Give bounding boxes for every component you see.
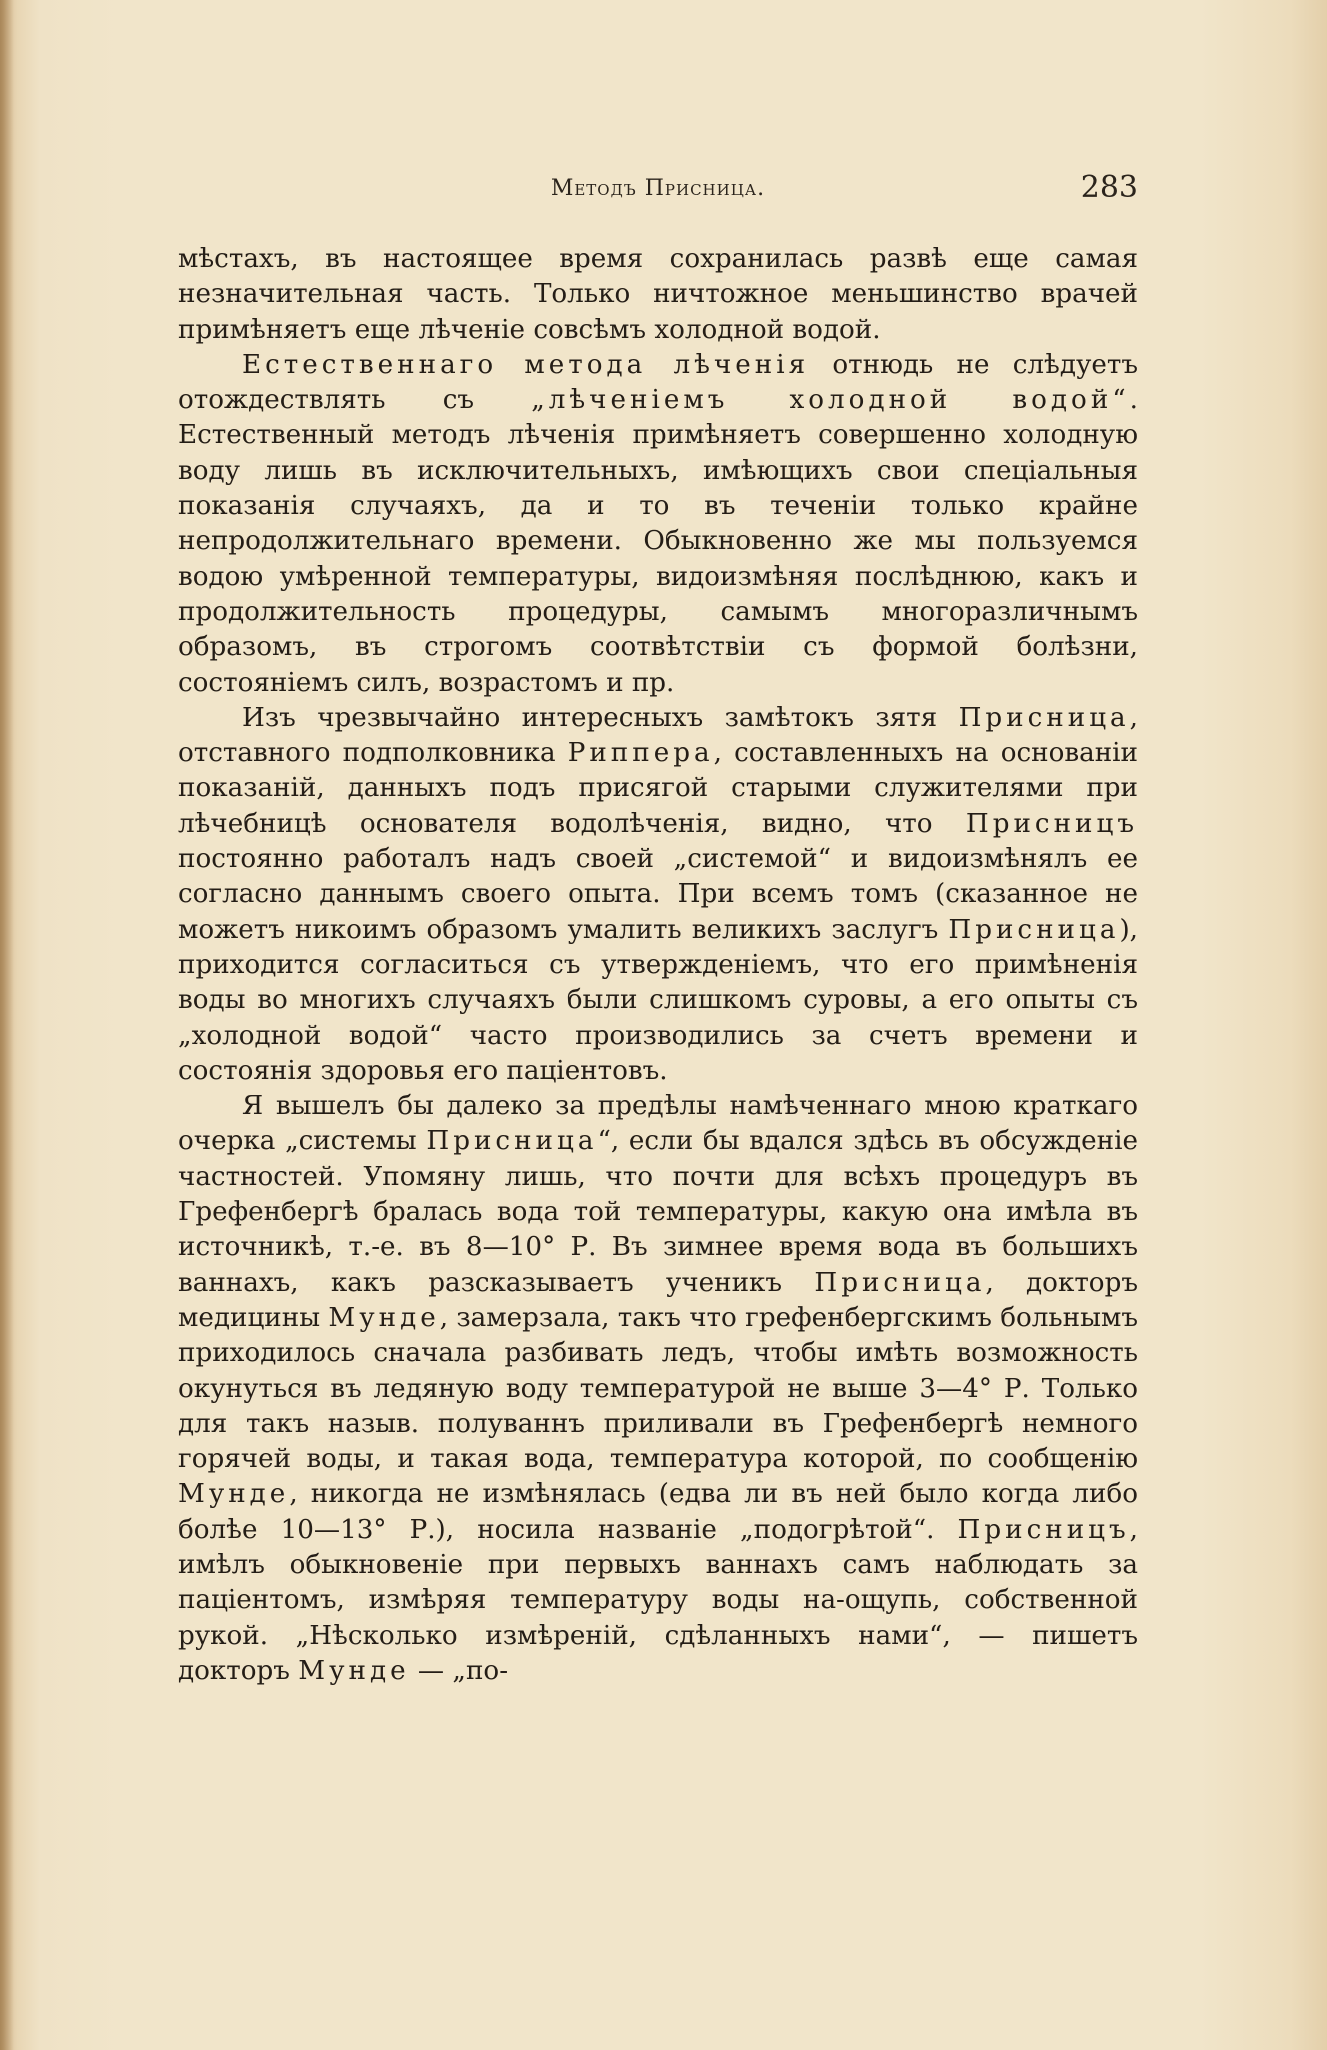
paragraph [178, 242, 1138, 348]
emphasized-text: Присница [958, 702, 1130, 733]
text-run: “, если бы вдался здѣсь въ обсужденіе частностей. Упомяну лишь, что почти для всѣхъ процедуръ въ Грефенбергѣ бралась вода той температуры, какую она имѣла въ источникѣ, т.-е. въ 8—10° Р. Въ зимнее время вода въ большихъ ваннахъ, какъ разсказываетъ ученикъ [178, 1126, 1138, 1298]
running-head: Методъ Присница. [550, 176, 766, 201]
text-run: , отставного подполковника [178, 702, 1138, 769]
text-run: . Естественный методъ лѣченія примѣняетъ совершенно холодную воду лишь въ исключительныхъ, имѣющихъ свои спеціальныя показанія случаяхъ, да и то въ теченіи только крайне непродолжительнаго времени. Обыкновенно же мы пользуемся водою умѣренной температуры, видоизмѣняя послѣднюю, какъ и продолжительность процедуры, самымъ многоразличнымъ образомъ, въ строгомъ соотвѣтствіи съ формой болѣзни, состояніемъ силъ, возрастомъ и пр. [178, 385, 1138, 698]
text-run: постоянно работалъ надъ своей „системой“ и видоизмѣнялъ ее согласно даннымъ своего опыта. При всемъ томъ (сказанное не можетъ никоимъ образомъ умалить великихъ заслугъ [178, 844, 1138, 945]
text-run: , составленныхъ на основаніи показаній, данныхъ подъ присягой старыми служителями при лѣчебницѣ основателя водолѣченія, видно, что [178, 738, 1138, 839]
text-run: Изъ чрезвычайно интересныхъ замѣтокъ зятя [242, 702, 959, 733]
text-run: отнюдь не слѣдуетъ отождествлять съ [178, 349, 1138, 416]
emphasized-text: Мунде [328, 1302, 440, 1333]
text-run: , замерзала, такъ что грефенбергскимъ больнымъ приходилось сначала разбивать ледъ, чтобы имѣть возможность окунуться въ ледяную воду температурой не выше 3—4° Р. Только для такъ назыв. полуваннъ приливали въ Грефенбергѣ немного горячей воды, и такая вода, температура которой, по сообщенію [178, 1302, 1138, 1475]
text-run: , имѣлъ обыкновеніе при первыхъ ваннахъ самъ наблюдать за паціентомъ, измѣряя температуру воды на-ощупь, собственной рукой. „Нѣсколько измѣреній, сдѣланныхъ нами“, — пишетъ докторъ [178, 1514, 1138, 1686]
paragraph [178, 1089, 1138, 1689]
body-text [178, 242, 1138, 1689]
emphasized-text: Естественнаго метода лѣченія [242, 349, 810, 380]
emphasized-text: Присницъ [957, 1514, 1130, 1545]
text-run: , докторъ медицины [178, 1267, 1138, 1333]
emphasized-text: Мунде [298, 1655, 410, 1686]
emphasized-text: Мунде [178, 1479, 290, 1510]
text-run: мѣстахъ, въ настоящее время сохранилась развѣ еще самая незначительная часть. Только ничтожное меньшинство врачей примѣняетъ еще лѣченіе совсѣмъ холодной водой. [178, 244, 1138, 345]
page-header [178, 170, 1138, 210]
emphasized-text: Присницъ [965, 808, 1138, 839]
text-run: , никогда не измѣнялась (едва ли въ ней было когда либо болѣе 10—13° Р.), носила названіе „подогрѣтой“. [178, 1479, 1138, 1545]
text-run: ), приходится согласиться съ утвержденіемъ, что его примѣненія воды во многихъ случаяхъ были слишкомъ суровы, а его опыты съ „холодной водой“ часто производились за счетъ времени и состоянія здоровья его паціентовъ. [178, 914, 1138, 1086]
emphasized-text: Присница [814, 1267, 986, 1298]
emphasized-text: Присница [426, 1126, 598, 1157]
page-number: 283 [1080, 170, 1138, 205]
paragraph [178, 348, 1138, 701]
emphasized-text: „лѣченіемъ холодной водой“ [531, 385, 1130, 416]
text-run: Я вышелъ бы далеко за предѣлы намѣченнаго мною краткаго очерка „системы [178, 1091, 1138, 1157]
text-run: — „по- [409, 1655, 509, 1686]
emphasized-text: Присница [948, 914, 1120, 945]
paragraph [178, 701, 1138, 1089]
binding-shadow [0, 0, 14, 2050]
emphasized-text: Риппера [567, 738, 714, 769]
